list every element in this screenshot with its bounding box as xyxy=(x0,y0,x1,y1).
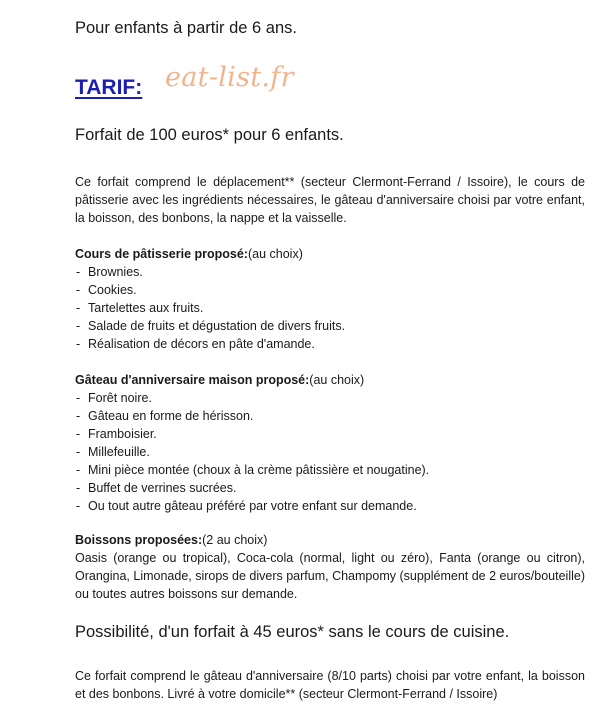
cours-heading xyxy=(75,245,585,263)
gateau-note: (au choix) xyxy=(309,373,365,387)
watermark-logo: eat-list.fr xyxy=(165,62,294,93)
list-item: - Tartelettes aux fruits. xyxy=(75,299,585,317)
boissons-heading xyxy=(75,531,585,549)
list-item: - Ou tout autre gâteau préféré par votre enfant sur demande. xyxy=(75,497,585,515)
gateau-list xyxy=(75,389,585,515)
gateau-heading xyxy=(75,371,585,389)
intro-text: Pour enfants à partir de 6 ans. xyxy=(75,19,297,37)
tarif-heading-link[interactable]: TARIF: xyxy=(75,76,143,99)
boissons-section xyxy=(75,531,585,603)
list-item: - Brownies. xyxy=(75,263,585,281)
tarif-row xyxy=(75,62,585,102)
forfait-description: Ce forfait comprend le déplacement** (secteur Clermont-Ferrand / Issoire), le cours de pâtisserie avec les ingrédients nécessaires, le gâteau d'anniversaire choisi par votre enfant, la boisson, des bonbons, la nappe et la vaisselle. xyxy=(75,175,585,225)
list-item: - Mini pièce montée (choux à la crème pâtissière et nougatine). xyxy=(75,461,585,479)
boissons-title: Boissons proposées: xyxy=(75,533,203,547)
list-item: - Cookies. xyxy=(75,281,585,299)
cours-title: Cours de pâtisserie proposé: xyxy=(75,247,248,261)
list-item: - Réalisation de décors en pâte d'amande. xyxy=(75,335,585,353)
list-item: - Framboisier. xyxy=(75,425,585,443)
forfait-heading: Forfait de 100 euros* pour 6 enfants. xyxy=(75,126,344,144)
list-item: - Millefeuille. xyxy=(75,443,585,461)
gateau-section xyxy=(75,371,585,515)
list-item: - Salade de fruits et dégustation de divers fruits. xyxy=(75,317,585,335)
cours-section xyxy=(75,245,585,353)
possibilite-description: Ce forfait comprend le gâteau d'anniversaire (8/10 parts) choisi par votre enfant, la boisson et des bonbons. Livré à votre domicile** (secteur Clermont-Ferrand / Issoire) xyxy=(75,669,585,701)
list-item: - Gâteau en forme de hérisson. xyxy=(75,407,585,425)
cours-list xyxy=(75,263,585,353)
gateau-title: Gâteau d'anniversaire maison proposé: xyxy=(75,373,310,387)
cours-note: (au choix) xyxy=(247,247,303,261)
boissons-text: Oasis (orange ou tropical), Coca-cola (normal, light ou zéro), Fanta (orange ou citron), Orangina, Limonade, sirops de divers parfum, Champomy (supplément de 2 euros/bouteille) ou toutes autres boissons sur demande. xyxy=(75,551,585,601)
list-item: - Forêt noire. xyxy=(75,389,585,407)
list-item: - Buffet de verrines sucrées. xyxy=(75,479,585,497)
possibilite-heading: Possibilité, d'un forfait à 45 euros* sans le cours de cuisine. xyxy=(75,623,510,641)
boissons-note: (2 au choix) xyxy=(202,533,268,547)
